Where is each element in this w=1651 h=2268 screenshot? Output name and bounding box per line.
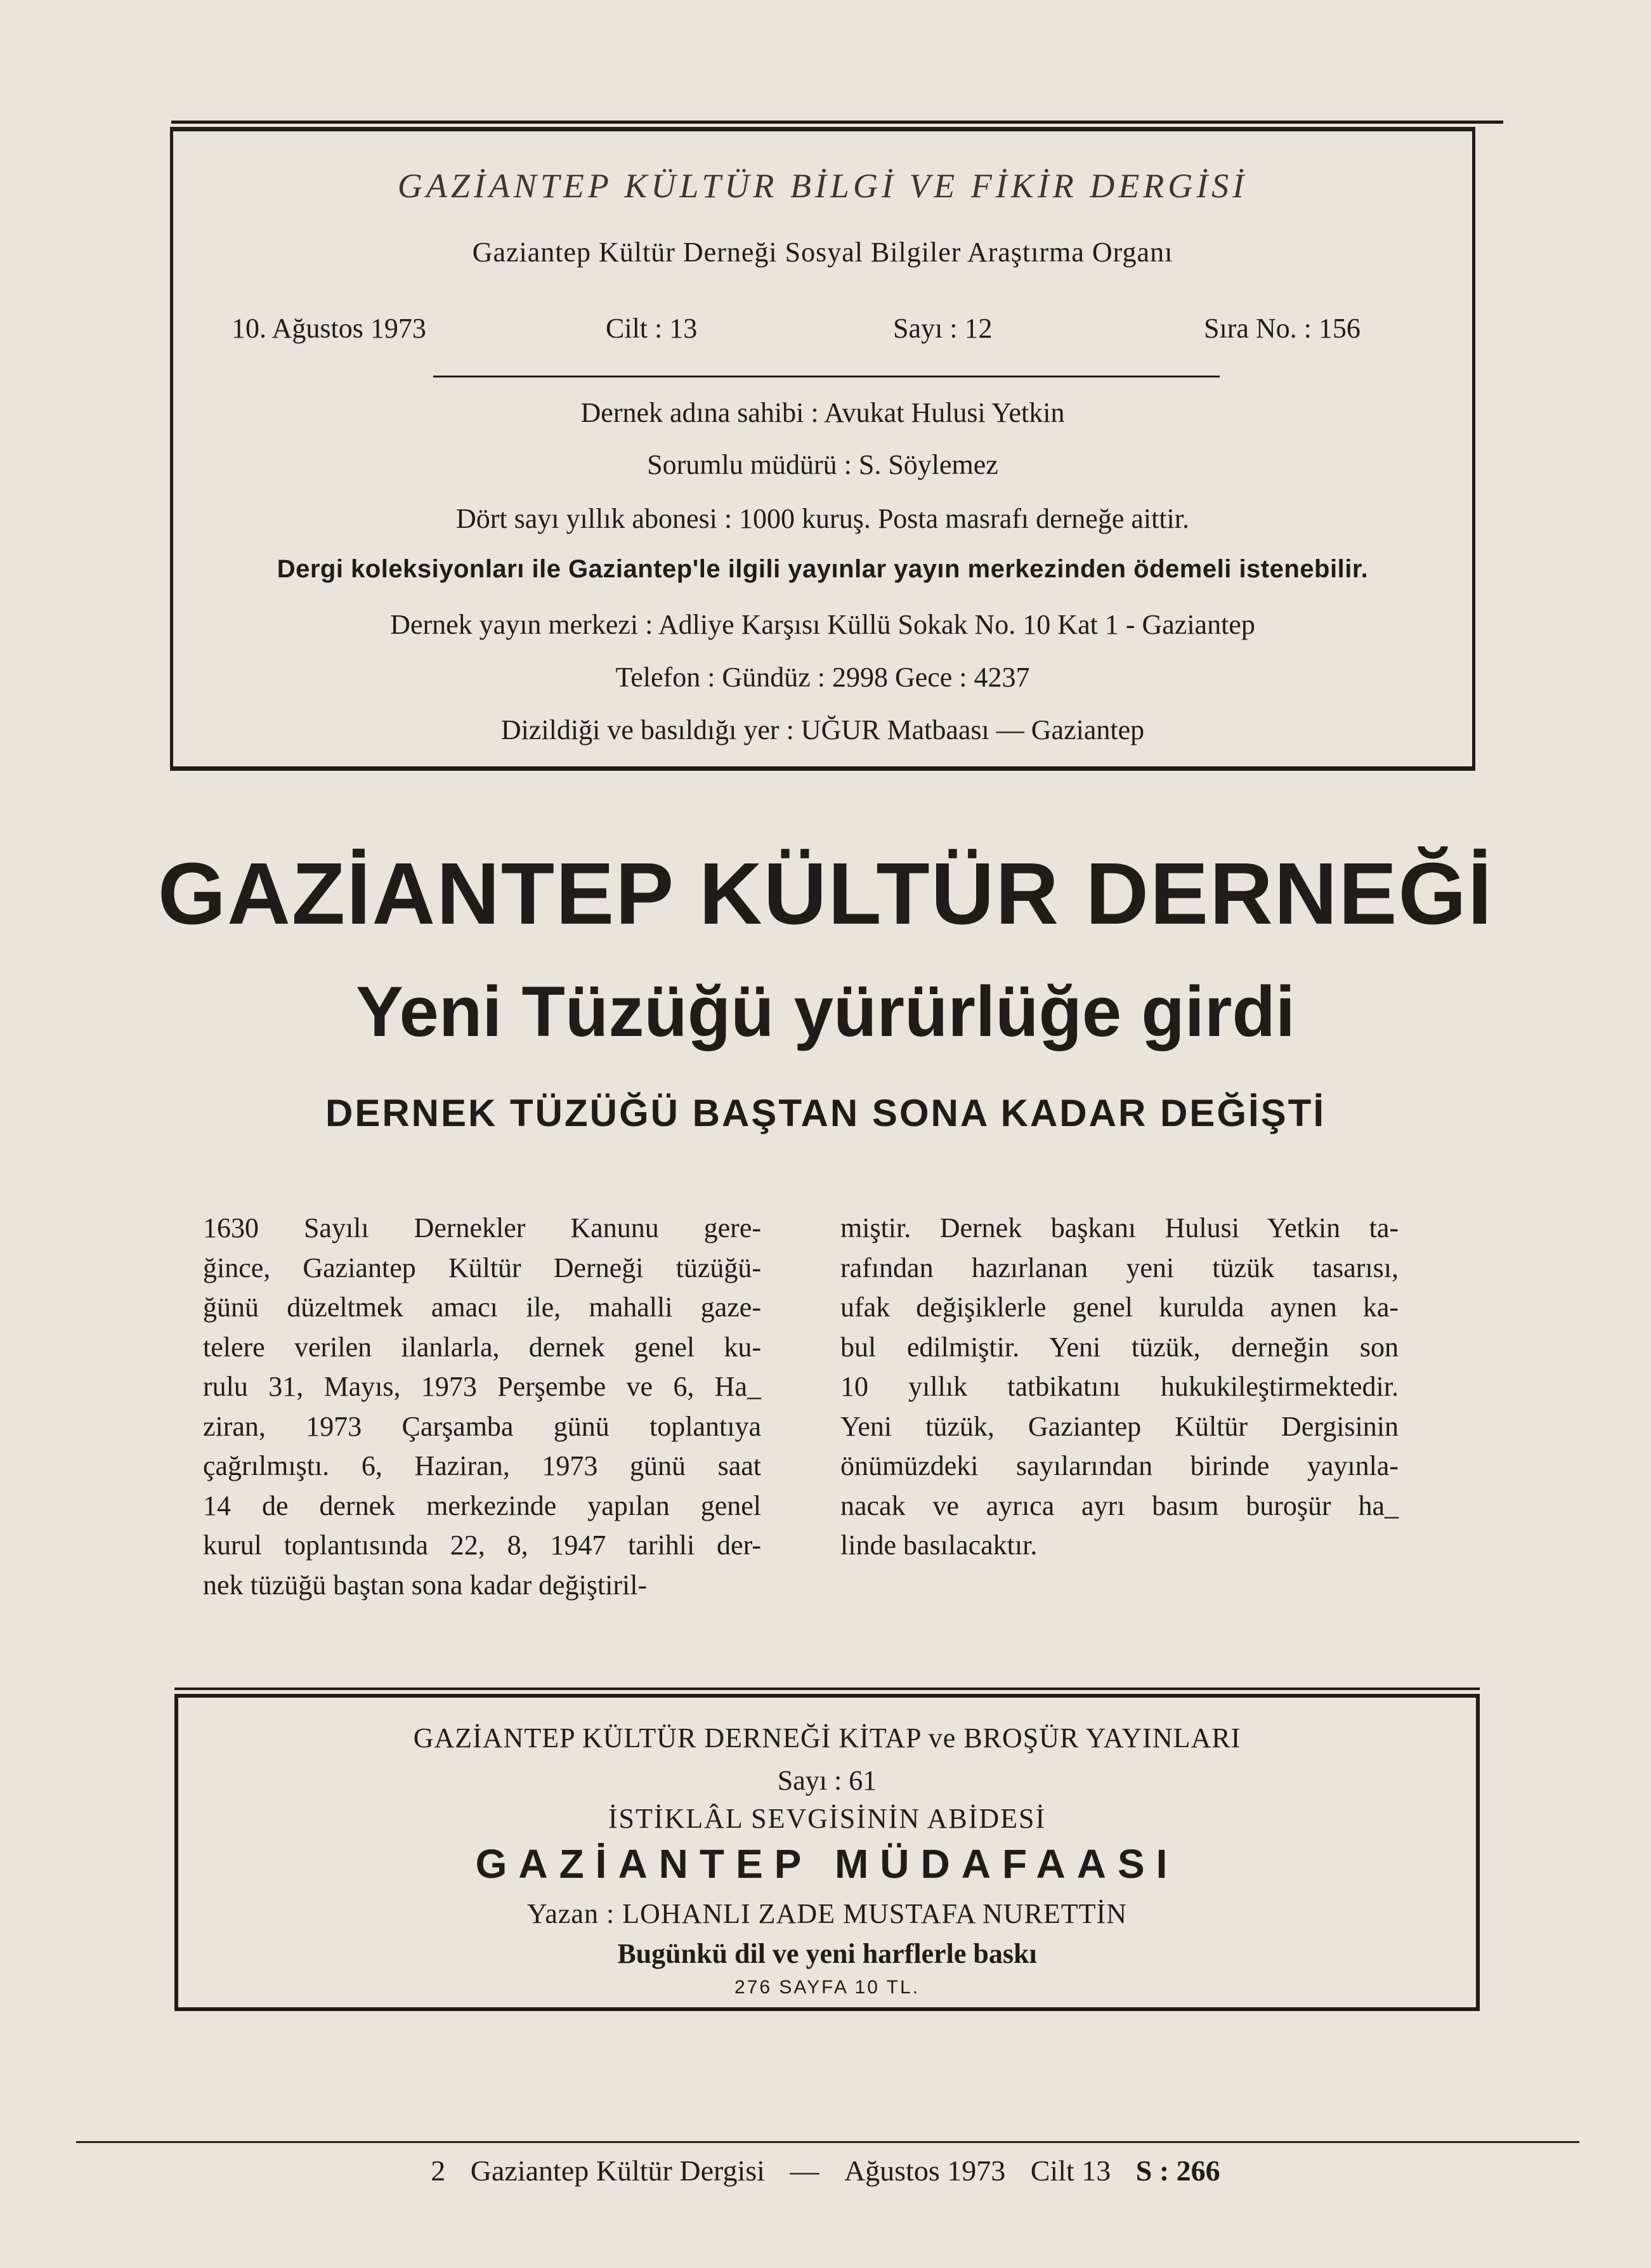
article-line: linde basılacaktır.	[840, 1530, 1038, 1561]
article-line: ğünü düzeltmek amacı ile, mahalli gaze-	[203, 1292, 761, 1323]
article-line: miştir. Dernek başkanı Hulusi Yetkin ta-	[840, 1212, 1399, 1243]
article-deck: DERNEK TÜZÜĞÜ BAŞTAN SONA KADAR DEĞİŞTİ	[325, 1092, 1326, 1134]
article-line: çağrılmıştı. 6, Haziran, 1973 günü saat	[203, 1450, 761, 1481]
article-line: önümüzdeki sayılarından birinde yayınla-	[840, 1450, 1399, 1481]
footer-date: Ağustos 1973	[844, 2154, 1006, 2187]
publication-top-rule	[174, 1688, 1480, 1690]
article-line: ufak değişiklerle genel kurulda aynen ka-	[840, 1292, 1399, 1323]
journal-title: GAZİANTEP KÜLTÜR BİLGİ VE FİKİR DERGİSİ	[397, 167, 1248, 205]
article-line: nacak ve ayrıca ayrı basım buroşür ha_	[840, 1490, 1399, 1521]
article-line: 10 yıllık tatbikatını hukukileştirmektedir.	[840, 1371, 1399, 1402]
article-line: telere verilen ilanlarla, dernek genel ku-	[203, 1331, 761, 1363]
article-column-right	[840, 1209, 1399, 1566]
publication-number: Sayı : 61	[777, 1765, 877, 1796]
issue-date: 10. Ağustos 1973	[232, 313, 426, 344]
footer-page-number: S : 266	[1135, 2154, 1220, 2187]
masthead-box	[170, 127, 1475, 771]
publication-edition: Bugünkü dil ve yeni harflerle baskı	[617, 1938, 1037, 1969]
article-line: nek tüzüğü baştan sona kadar değiştiril-	[203, 1569, 648, 1601]
page-footer	[0, 2154, 1651, 2187]
footer-dash: —	[790, 2154, 819, 2187]
article-line: rafından hazırlanan yeni tüzük tasarısı,	[840, 1252, 1399, 1283]
editor-line: Sorumlu müdürü : S. Söylemez	[647, 449, 998, 480]
subscription-line: Dört sayı yıllık abonesi : 1000 kuruş. Posta masrafı derneğe aittir.	[455, 503, 1189, 534]
issue-number: Sayı : 12	[893, 313, 993, 344]
publication-subtitle: İSTİKLÂL SEVGİSİNİN ABİDESİ	[608, 1803, 1047, 1834]
publication-series: GAZİANTEP KÜLTÜR DERNEĞİ KİTAP ve BROŞÜR YAYINLARI	[413, 1722, 1241, 1753]
owner-line: Dernek adına sahibi : Avukat Hulusi Yetkin	[580, 397, 1065, 428]
publication-box	[174, 1694, 1480, 2011]
footer-rule	[76, 2141, 1579, 2143]
address-line: Dernek yayın merkezi : Adliye Karşısı Küllü Sokak No. 10 Kat 1 - Gaziantep	[390, 609, 1255, 640]
article-line: 1630 Sayılı Dernekler Kanunu gere-	[203, 1212, 761, 1243]
top-rule	[171, 121, 1503, 124]
issue-serial: Sıra No. : 156	[1204, 313, 1361, 344]
publication-author: Yazan : LOHANLI ZADE MUSTAFA NURETTİN	[526, 1898, 1127, 1929]
footer-volume: Cilt 13	[1030, 2154, 1111, 2187]
footer-journal: Gaziantep Kültür Dergisi	[470, 2154, 765, 2187]
article-line: rulu 31, Mayıs, 1973 Perşembe ve 6, Ha_	[203, 1371, 761, 1402]
collections-line: Dergi koleksiyonları ile Gaziantep'le ilgili yayınlar yayın merkezinden ödemeli istenebilir.	[277, 555, 1369, 583]
article-headline: GAZİANTEP KÜLTÜR DERNEĞİ	[157, 845, 1494, 943]
phone-line: Telefon : Gündüz : 2998 Gece : 4237	[615, 662, 1030, 693]
article-line: kurul toplantısında 22, 8, 1947 tarihli der-	[203, 1530, 761, 1561]
journal-subtitle: Gaziantep Kültür Derneği Sosyal Bilgiler Araştırma Organı	[472, 237, 1173, 268]
publication-title: GAZİANTEP MÜDAFAASI	[475, 1841, 1179, 1887]
article-subheadline: Yeni Tüzüğü yürürlüğe girdi	[356, 972, 1295, 1051]
article-column-left	[203, 1209, 761, 1605]
article-line: ziran, 1973 Çarşamba günü toplantıya	[203, 1410, 761, 1442]
masthead-divider	[433, 376, 1220, 377]
article-line: bul edilmiştir. Yeni tüzük, derneğin son	[840, 1331, 1399, 1363]
printer-line: Dizildiği ve basıldığı yer : UĞUR Matbaası — Gaziantep	[500, 714, 1145, 745]
publication-pages-price: 276 SAYFA 10 TL.	[734, 1977, 920, 1998]
article-line: Yeni tüzük, Gaziantep Kültür Dergisinin	[840, 1410, 1399, 1442]
issue-volume: Cilt : 13	[606, 313, 698, 344]
footer-page: 2	[431, 2154, 446, 2187]
article-line: 14 de dernek merkezinde yapılan genel	[203, 1490, 761, 1521]
article-line: ğince, Gaziantep Kültür Derneği tüzüğü-	[203, 1252, 761, 1283]
